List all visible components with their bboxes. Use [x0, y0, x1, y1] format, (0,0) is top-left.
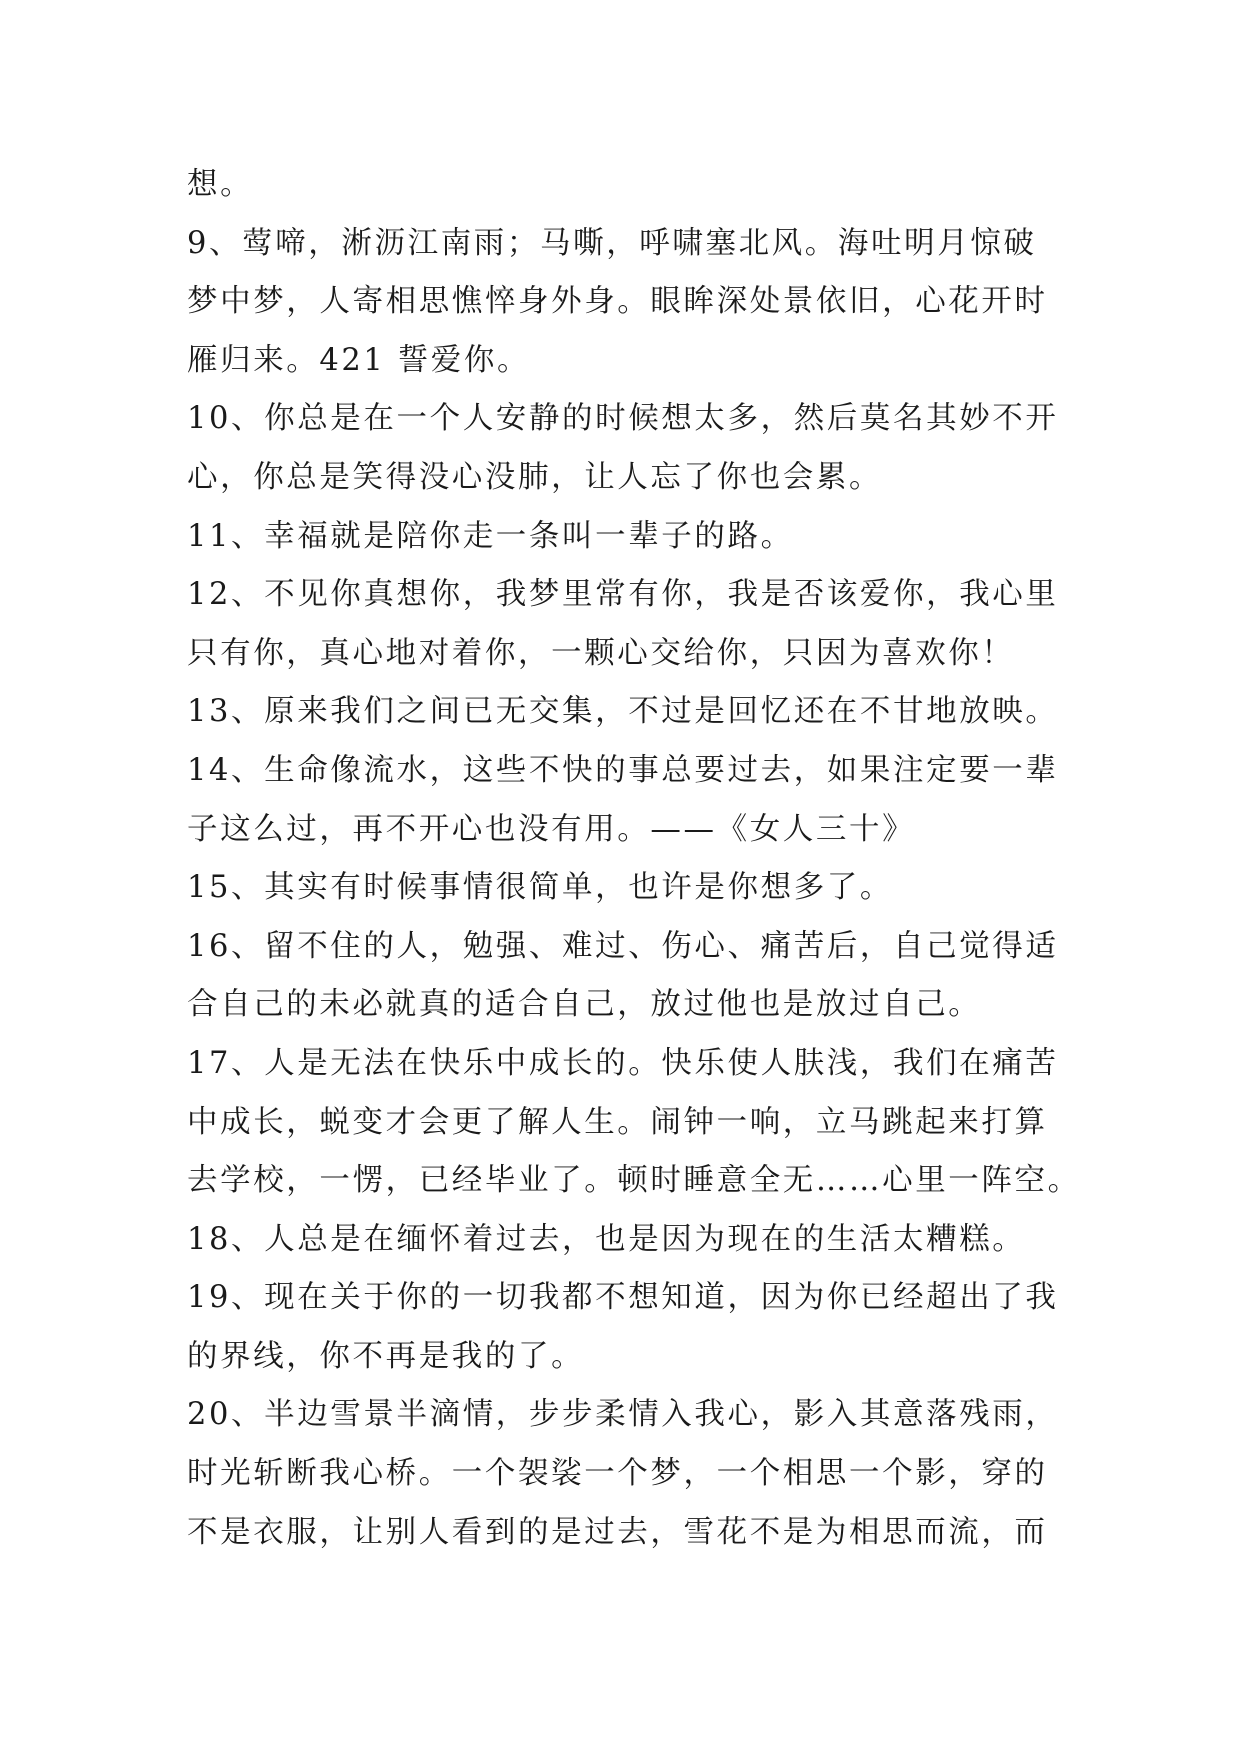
text-line: 想。	[187, 167, 254, 202]
text-line: 19、现在关于你的一切我都不想知道，因为你已经超出了我	[187, 1280, 1059, 1316]
text-line: 子这么过，再不开心也没有用。——《女人三十》	[187, 811, 916, 847]
text-line: 13、原来我们之间已无交集，不过是回忆还在不甘地放映。	[187, 694, 1059, 730]
text-line: 梦中梦，人寄相思憔悴身外身。眼眸深处景依旧，心花开时	[187, 284, 1048, 320]
text-line: 合自己的未必就真的适合自己，放过他也是放过自己。	[187, 987, 982, 1023]
text-line: 20、半边雪景半滴情，步步柔情入我心，影入其意落残雨，	[187, 1397, 1059, 1433]
text-line: 12、不见你真想你，我梦里常有你，我是否该爱你，我心里	[187, 577, 1059, 613]
text-line: 15、其实有时候事情很简单，也许是你想多了。	[187, 870, 894, 906]
text-line: 9、莺啼，淅沥江南雨；马嘶，呼啸塞北风。海吐明月惊破	[187, 225, 1037, 261]
text-line: 16、留不住的人，勉强、难过、伤心、痛苦后，自己觉得适	[187, 928, 1059, 964]
text-line: 时光斩断我心桥。一个袈裟一个梦，一个相思一个影，穿的	[187, 1456, 1048, 1492]
text-line: 17、人是无法在快乐中成长的。快乐使人肤浅，我们在痛苦	[187, 1045, 1059, 1081]
text-line: 10、你总是在一个人安静的时候想太多，然后莫名其妙不开	[187, 401, 1059, 437]
text-line: 的界线，你不再是我的了。	[187, 1338, 585, 1374]
text-line: 不是衣服，让别人看到的是过去，雪花不是为相思而流，而	[187, 1514, 1048, 1550]
text-line: 只有你，真心地对着你，一颗心交给你，只因为喜欢你！	[187, 635, 1015, 671]
text-line: 18、人总是在缅怀着过去，也是因为现在的生活太糟糕。	[187, 1221, 1026, 1257]
body-text	[187, 156, 1087, 1562]
text-line: 去学校，一愣，已经毕业了。顿时睡意全无……心里一阵空。	[187, 1163, 1081, 1199]
text-line: 14、生命像流水，这些不快的事总要过去，如果注定要一辈	[187, 752, 1059, 788]
text-line: 11、幸福就是陪你走一条叫一辈子的路。	[187, 518, 794, 554]
text-line: 雁归来。421 誓爱你。	[187, 342, 531, 378]
text-line: 心，你总是笑得没心没肺，让人忘了你也会累。	[187, 459, 883, 495]
text-line: 中成长，蜕变才会更了解人生。闹钟一响，立马跳起来打算	[187, 1104, 1048, 1140]
